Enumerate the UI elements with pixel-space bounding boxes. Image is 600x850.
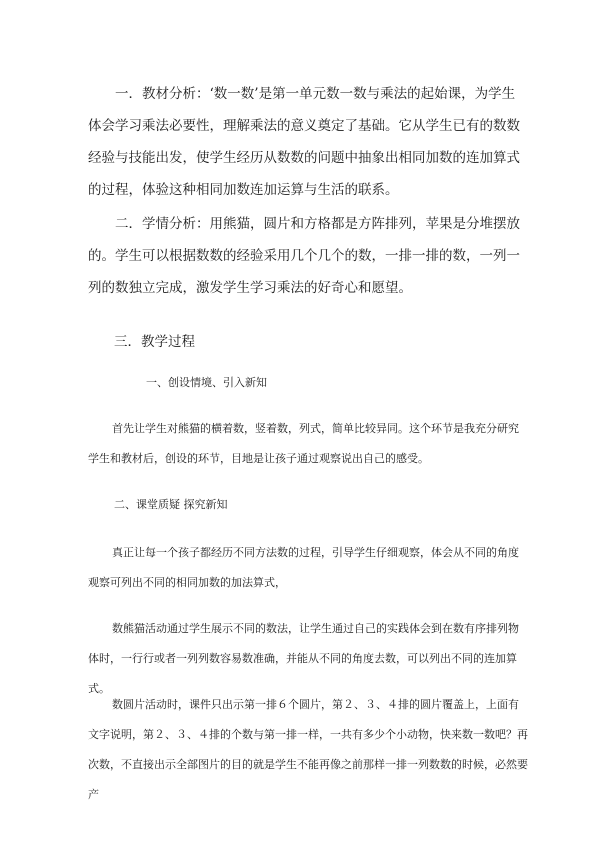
step2-paragraph: 真正让每一个孩子都经历不同方法数的过程，引导学生仔细观察，体会从不同的角度观察可列出不同的相同加数的加法算式， bbox=[88, 546, 519, 589]
step1-heading: 一、创设情境、引入新知 bbox=[146, 376, 267, 389]
teaching-material-analysis-paragraph: 一．教材分析：‘数一数’是第一单元数一数与乘法的起始课，为学生体会学习乘法必要性，理解乘法的意义奠定了基础。它从学生已有的数数经验与技能出发，使学生经历从数数的问题中抽象出相同加数的连加算式的过程，体验这种相同加数连加运算与生活的联系。 bbox=[88, 86, 520, 198]
teaching-process-heading: 三．教学过程 bbox=[114, 334, 195, 350]
disc-activity-paragraph: 数圆片活动时，课件只出示第一排６个圆片，第２、３、４排的圆片覆盖上，上面有文字说明，第２、３、４排的个数与第一排一样，一共有多少个小动物，快来数一数吧？再次数，不直接出示全部图片的目的就是学生不能再像之前那样一排一列数数的时候，必然要产 bbox=[88, 698, 528, 801]
step1-paragraph: 首先让学生对熊猫的横着数，竖着数，列式，简单比较异同。这个环节是我充分研究学生和教材后，创设的环节，目地是让孩子通过观察说出自己的感受。 bbox=[88, 422, 519, 465]
step2-heading: 二、课堂质疑 探究新知 bbox=[114, 498, 228, 511]
panda-activity-paragraph: 数熊猫活动通过学生展示不同的数法，让学生通过自己的实践体会到在数有序排列物体时，一行行或者一列列数容易数准确，并能从不同的角度去数，可以列出不同的连加算式。 bbox=[88, 622, 519, 695]
learning-analysis-paragraph: 二．学情分析：用熊猫，圆片和方格都是方阵排列，苹果是分堆摆放的。学生可以根据数数的经验采用几个几个的数，一排一排的数，一列一列的数独立完成，激发学生学习乘法的好奇心和愿望。 bbox=[88, 216, 520, 296]
